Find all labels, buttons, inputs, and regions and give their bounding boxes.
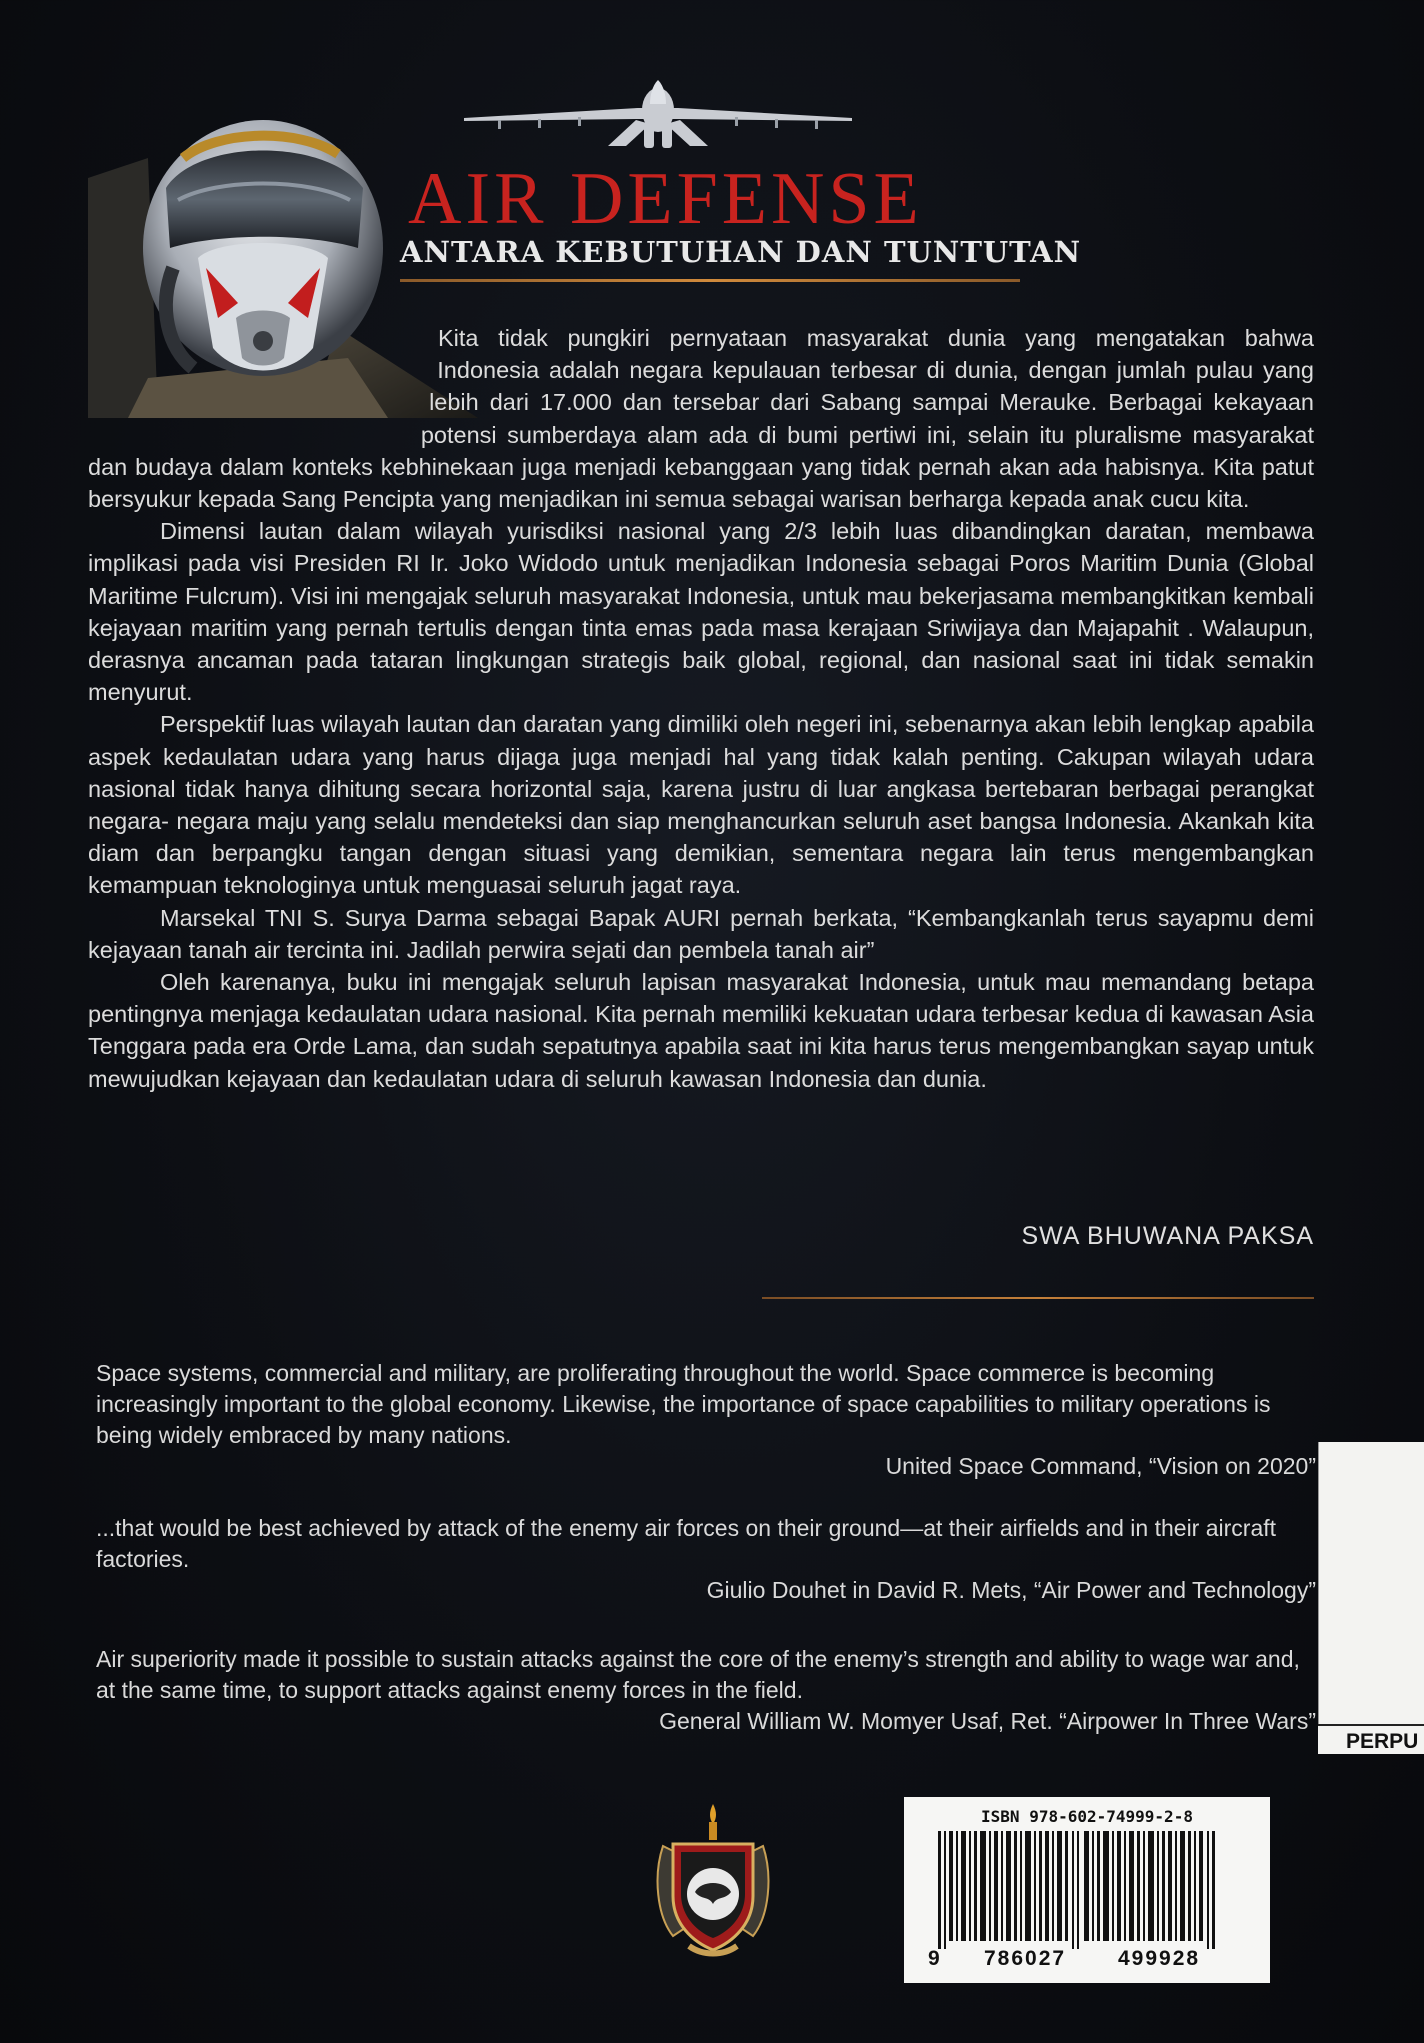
pilot-text-wrap <box>88 322 438 420</box>
synopsis-paragraph: Marsekal TNI S. Surya Darma sebagai Bapak AURI pernah berkata, “Kembangkanlah terus sayapmu demi kejayaan tanah air tercinta ini. Jadilah perwira sejati dan pembela tanah air” <box>88 904 1314 963</box>
synopsis-paragraph: Oleh karenanya, buku ini mengajak seluruh lapisan masyarakat Indonesia, untuk mau memandang betapa pentingnya menjaga kedaulatan udara nasional. Kita pernah memiliki kekuatan udara terbesar kedua di kawasan Asia Tenggara pada era Orde Lama, dan sudah sepatutnya apabila saat ini kita harus terus mengembangkan sayap untuk mewujudkan kejayaan dan kedaulatan udara di seluruh kawasan Indonesia dan dunia. <box>88 969 1314 1092</box>
synopsis-paragraph: Dimensi lautan dalam wilayah yurisdiksi nasional yang 2/3 lebih luas dibandingkan daratan, membawa implikasi pada visi Presiden RI Ir. Joko Widodo untuk menjadikan Indonesia sebagai Poros Maritim Dunia (Global Maritime Fulcrum). Visi ini mengajak seluruh masyarakat Indonesia, untuk mau bekerjasama membangkitkan kembali kejayaan maritim yang pernah tertulis dengan tinta emas pada masa kerajaan Sriwijaya dan Majapahit . Walaupun, derasnya ancaman pada tataran lingkungan strategis baik global, regional, dan nasional saat ini tidak semakin menyurut. <box>88 518 1314 706</box>
synopsis-paragraph: Kita tidak pungkiri pernyataan masyarakat dunia yang mengatakan bahwa Indonesia adalah negara kepulauan terbesar di dunia, dengan jumlah pulau yang lebih dari 17.000 dan tersebar dari Sabang sampai Merauke. Berbagai kekayaan potensi sumberdaya alam ada di bumi pertiwi ini, selain itu pluralisme masyarakat dan budaya dalam konteks kebhinekaan juga menjadi kebanggaan yang tidak pernah akan ada habisnya. Kita patut bersyukur kepada Sang Pencipta yang menjadikan ini semua sebagai warisan berharga kepada anak cucu kita. <box>88 325 1314 513</box>
quote-text: Space systems, commercial and military, are proliferating throughout the world. Space commerce is becoming increasingly important to the global economy. Likewise, the importance of space capabilities to military operations is being widely embraced by many nations. <box>96 1360 1271 1448</box>
library-sticker-label <box>1318 1724 1424 1754</box>
quote-block <box>96 1644 1316 1737</box>
barcode-digit-lead: 9 <box>928 1947 940 1970</box>
quote-block <box>96 1513 1316 1606</box>
synopsis-text <box>88 322 1314 1095</box>
library-sticker <box>1318 1442 1424 1724</box>
quote-source: General William W. Momyer Usaf, Ret. “Airpower In Three Wars” <box>659 1708 1316 1734</box>
barcode-digits-left: 786027 <box>984 1947 1067 1970</box>
isbn-number: ISBN 978-602-74999-2-8 <box>981 1807 1193 1826</box>
barcode-digits-right: 499928 <box>1118 1947 1201 1970</box>
synopsis-paragraph: Perspektif luas wilayah lautan dan daratan yang dimiliki oleh negeri ini, sebenarnya akan lebih lengkap apabila aspek kedaulatan udara yang harus dijaga juga menjadi hal yang tidak kalah penting. Cakupan wilayah udara nasional tidak hanya dihitung secara horizontal saja, karena justru di luar angkasa bertebaran berbagai perangkat negara- negara maju yang selalu mendeteksi dan siap menghancurkan seluruh aset bangsa Indonesia. Akankah kita diam dan berpangku tangan dengan situasi yang demikian, sementara negara lain terus mengembangkan kemampuan teknologinya untuk menguasai seluruh jagat raya. <box>88 711 1314 899</box>
quote-text: Air superiority made it possible to sustain attacks against the core of the enemy’s strength and ability to wage war and, at the same time, to support attacks against enemy forces in the field. <box>96 1646 1300 1703</box>
book-subtitle: ANTARA KEBUTUHAN DAN TUNTUTAN <box>400 235 1082 269</box>
motto-divider <box>762 1297 1314 1299</box>
book-title: AIR DEFENSE <box>408 158 923 240</box>
quote-text: ...that would be best achieved by attack of the enemy air forces on their ground—at their airfields and in their aircraft factories. <box>96 1515 1277 1572</box>
library-sticker-text: PERPU <box>1346 1730 1419 1753</box>
fighter-jet-icon <box>458 74 858 154</box>
title-divider <box>400 279 1020 282</box>
motto: SWA BHUWANA PAKSA <box>1021 1222 1314 1250</box>
isbn-barcode <box>904 1797 1270 1983</box>
barcode-bars <box>918 1831 1256 1971</box>
quote-block <box>96 1358 1316 1482</box>
quote-source: United Space Command, “Vision on 2020” <box>885 1453 1316 1479</box>
quote-source: Giulio Douhet in David R. Mets, “Air Power and Technology” <box>706 1577 1316 1603</box>
publisher-emblem-icon <box>643 1796 783 1966</box>
